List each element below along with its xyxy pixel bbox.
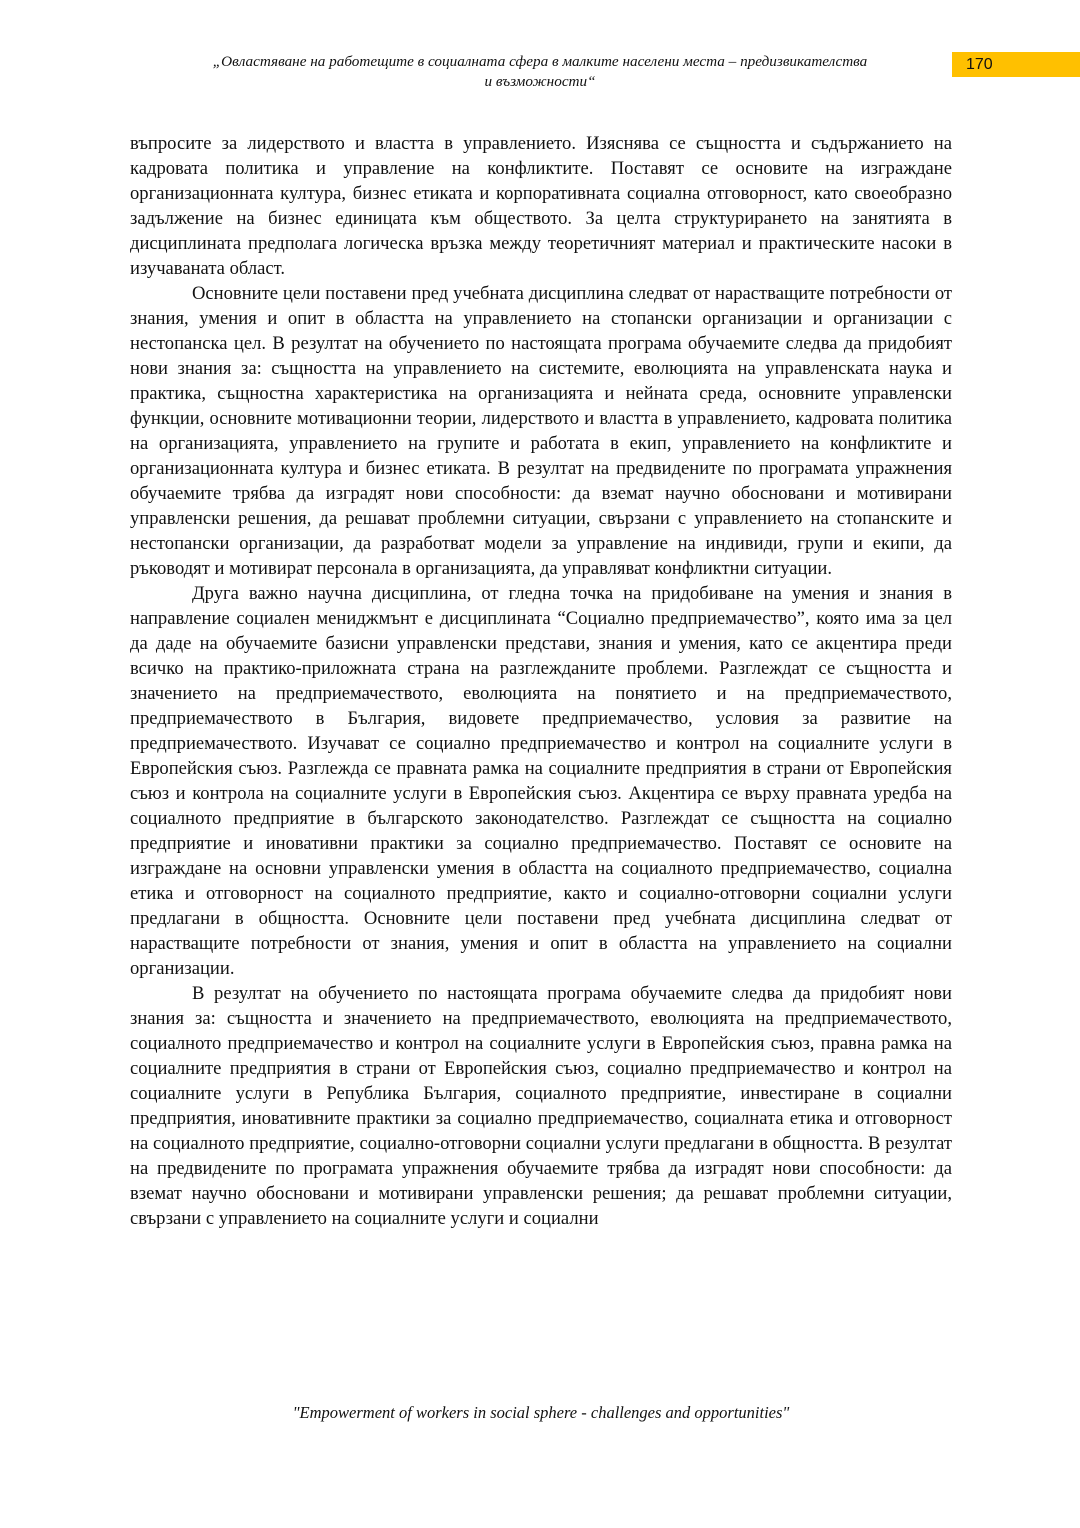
page-number-badge [952,52,1080,77]
page-footer [130,1403,952,1423]
header-title-line-1: „Овластяване на работещите в социалната сфера в малките населени места – предизвикателства [212,53,868,70]
document-body [130,131,952,1231]
paragraph-2: Основните цели поставени пред учебната дисциплина следват от нарастващите потребности от знания, умения и опит в областта на управлението на стопански организации и организации с нестопанска цел. В резултат на обучението по настоящата програма обучаемите следва да придобият нови знания за: същността на управлението на системите, еволюцията на управленската наука и практика, същностна характеристика на организацията и нейната среда, основните управленски функции, основните мотивационни теории, лидерството и властта в управлението, кадровата политика на организацията, управлението на групите и работата в екип, управлението на конфликтите и организационната култура и бизнес етиката. В резултат на предвидените по програмата упражнения обучаемите трябва да изградят нови способности: да вземат научно обосновани и мотивирани управленски решения, да решават проблемни ситуации, свързани с управлението на стопанските и нестопански организации, да разработват модели за управление на индивиди, групи и екипи, да ръководят и мотивират персонала в организацията, да управляват конфликтни ситуации. [130,283,952,579]
header-title-line-2: и възможности“ [484,73,596,90]
paragraph-4: В резултат на обучението по настоящата програма обучаемите следва да придобият нови знания за: същността и значението на предприемачеството, еволюцията на предприемачеството, социалното предприемачество и контрол на социалните услуги в Европейския съюз, правна рамка на социалните предприятия в страни от Европейския съюз, социално предприемачество и контрол на социалните услуги в Република България, социалното предприятие, инвестиране в социални предприятия, иновативните практики за социално предприемачество, социалната етика и отговорност на социалното предприятие, социално-отговорни социални услуги предлагани в общността. В резултат на предвидените по програмата упражнения обучаемите трябва да изградят нови способности: да вземат научно обосновани и мотивирани управленски решения; да решават проблемни ситуации, свързани с управлението на социалните услуги и социални [130,983,952,1229]
paragraph-3: Друга важно научна дисциплина, от гледна точка на придобиване на умения и знания в направление социален мениджмънт е дисциплината “Социално предприемачество”, която има за цел да даде на обучаемите базисни управленски представи, знания и умения, като се акцентира преди всичко на практико-приложната страна на разглежданите проблеми. Разглеждат се същността и значението на предприемачеството, еволюцията на понятието и на предприемачеството, предприемачеството в България, видовете предприемачество, условия за развитие на предприемачеството. Изучават се социално предприемачество и контрол на социалните услуги в Европейския съюз. Разглежда се правната рамка на социалните предприятия в страни от Европейския съюз и контрола на социалните услуги в Европейския съюз. Акцентира се върху правната уредба на социалното предприятие в българското законодателство. Разглеждат се същността на социално предприятие и иновативни практики за социално предприемачество. Поставят се основите на изграждане на основни управленски умения в областта на социалното предприемачество, социална етика и отговорност на социалното предприятие, както и социално-отговорни социални услуги предлагани в общността. Основните цели поставени пред учебната дисциплина следват от нарастващите потребности от знания, умения и опит в областта на управлението на социални организации. [130,583,952,979]
paragraph-1: въпросите за лидерството и властта в управлението. Изяснява се същността и съдържанието на кадровата политика и управление на конфликтите. Поставят се основите на изграждане организационната култура, бизнес етиката и корпоративната социална отговорност, като своеобразно задължение на бизнес единицата към обществото. За целта структурирането на занятията в дисциплината предполага логическа връзка между теоретичният материал и практическите насоки в изучаваната област. [130,133,952,279]
footer-text: "Empowerment of workers in social sphere - challenges and opportunities" [292,1403,790,1422]
page-number: 170 [966,56,993,73]
page-header [130,52,950,92]
